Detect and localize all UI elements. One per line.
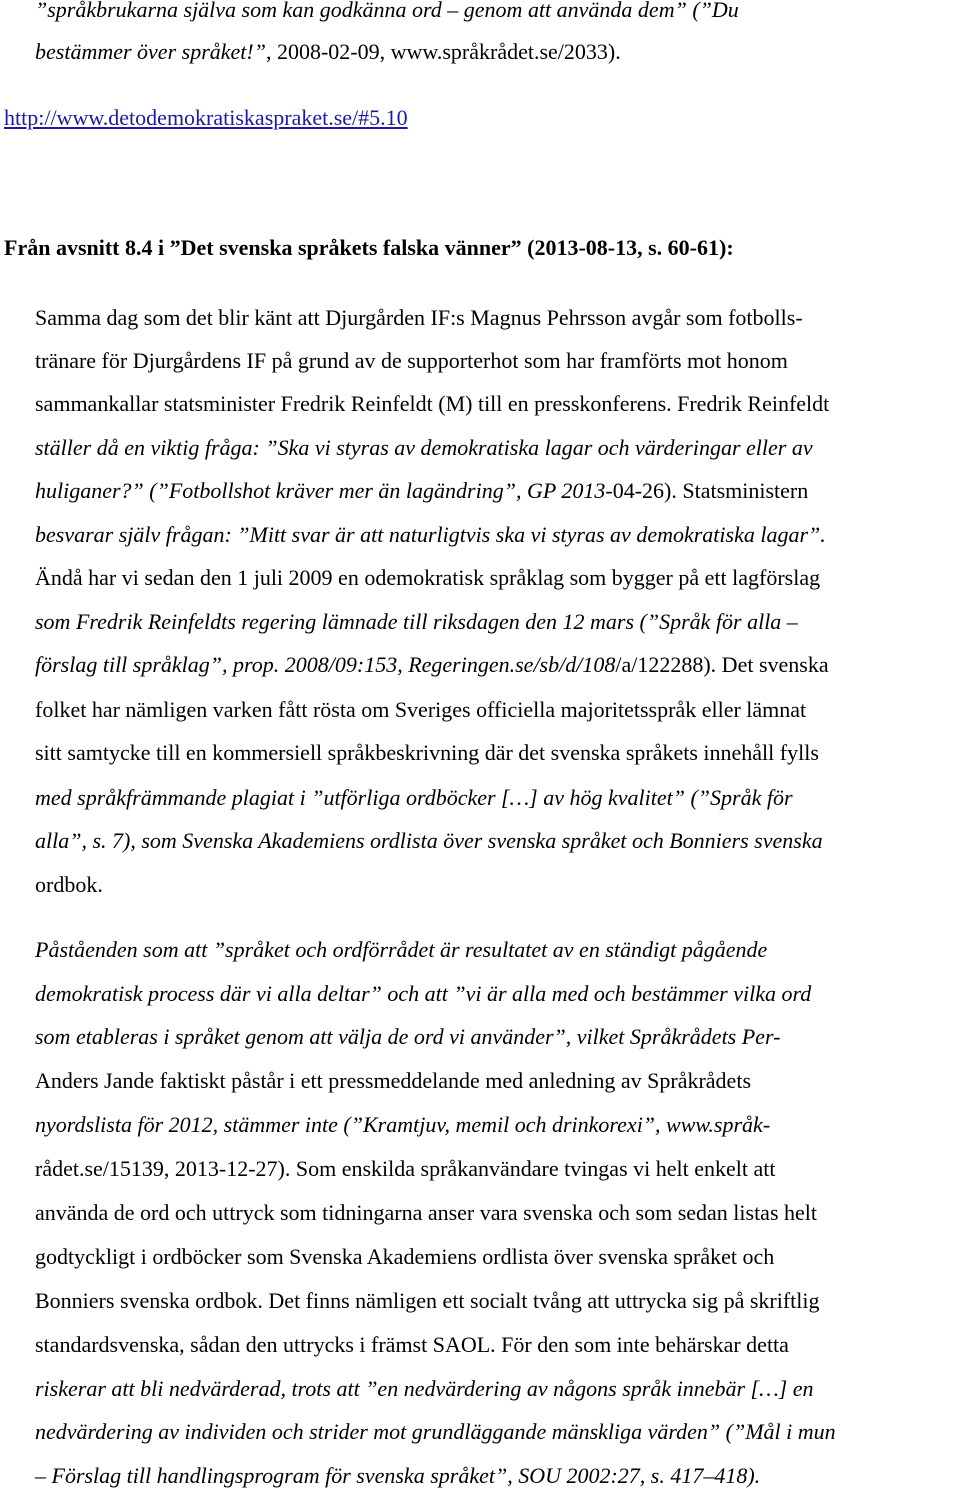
para1-line: ställer då en viktig fråga: ”Ska vi styras av demokratiska lagar och värderingar eller av: [35, 435, 813, 460]
fragment-line-2-rest: , 2008-02-09, www.språkrådet.se/2033).: [265, 39, 621, 64]
fragment-line-2-italic: bestämmer över språket!”: [35, 39, 266, 64]
para2-line: som etableras i språket genom att välja de ord vi använder”, vilket Språkrådets Per-: [35, 1024, 781, 1049]
para2-line: rådet.se/15139, 2013-12-27). Som enskilda språkanvändare tvingas vi helt enkelt att: [35, 1156, 776, 1181]
para2-line: demokratisk process där vi alla deltar” och att ”vi är alla med och bestämmer vilka ord: [35, 981, 812, 1006]
para1-line: alla”, s. 7), som Svenska Akademiens ordlista över svenska språket och Bonniers svenska: [35, 828, 823, 853]
para1-line: som Fredrik Reinfeldts regering lämnade till riksdagen den 12 mars (”Språk för alla –: [35, 609, 798, 634]
source-link-line: [4, 104, 956, 132]
para1-line: med språkfrämmande plagiat i ”utförliga ordböcker […] av hög kvalitet” (”Språk för: [35, 785, 793, 810]
para2-line: nedvärdering av individen och strider mot grundläggande mänskliga värden” (”Mål i mun: [35, 1419, 836, 1444]
para2-line: Bonniers svenska ordbok. Det finns nämligen ett socialt tvång att uttrycka sig på skriftlig: [35, 1288, 820, 1313]
para1-line-rest: -04-26). Statsministern: [605, 478, 809, 503]
source-link[interactable]: http://www.detodemokratiskaspraket.se/#5.10: [4, 105, 408, 130]
para1-line: ordbok.: [35, 872, 103, 897]
para1-line: besvarar själv frågan: ”Mitt svar är att naturligtvis ska vi styras av demokratiska lagar”.: [35, 522, 826, 547]
para2-line: nyordslista för 2012, stämmer inte (”Kramtjuv, memil och drinkorexi”, www.språk-: [35, 1112, 771, 1137]
para1-line: sammankallar statsminister Fredrik Reinfeldt (M) till en presskonferens. Fredrik Reinfeldt: [35, 391, 830, 416]
para1-line: sitt samtycke till en kommersiell språkbeskrivning där det svenska språkets innehåll fylls: [35, 740, 819, 765]
para2-line: – Förslag till handlingsprogram för svenska språket”, SOU 2002:27, s. 417–418).: [35, 1463, 761, 1488]
para1-line-rest: /a/122288). Det svenska: [615, 652, 829, 677]
para1-line: [35, 651, 956, 679]
para2-line: Påståenden som att ”språket och ordförrådet är resultatet av en ständigt pågående: [35, 937, 768, 962]
fragment-line-2: [35, 38, 956, 66]
para1-line: Samma dag som det blir känt att Djurgården IF:s Magnus Pehrsson avgår som fotbolls-: [35, 305, 803, 330]
fragment-line-1: ”språkbrukarna själva som kan godkänna ord – genom att använda dem” (”Du: [35, 0, 739, 22]
para1-line: folket har nämligen varken fått rösta om Sveriges officiella majoritetsspråk eller lämnat: [35, 697, 807, 722]
para1-line: Ändå har vi sedan den 1 juli 2009 en odemokratisk språklag som bygger på ett lagförslag: [35, 565, 821, 590]
para1-line: tränare för Djurgårdens IF på grund av de supporterhot som har framförts mot honom: [35, 348, 788, 373]
para1-line-italic: förslag till språklag”, prop. 2008/09:153, Regeringen.se/sb/d/108: [35, 652, 616, 677]
para2-line: Anders Jande faktiskt påstår i ett pressmeddelande med anledning av Språkrådets: [35, 1068, 751, 1093]
para1-line-italic: huliganer?” (”Fotbollshot kräver mer än lagändring”, GP 2013: [35, 478, 606, 503]
para2-line: riskerar att bli nedvärderad, trots att ”en nedvärdering av någons språk innebär […] en: [35, 1376, 814, 1401]
para2-line: standardsvenska, sådan den uttrycks i främst SAOL. För den som inte behärskar detta: [35, 1332, 789, 1357]
para2-line: godtyckligt i ordböcker som Svenska Akademiens ordlista över svenska språket och: [35, 1244, 775, 1269]
para1-line: [35, 477, 956, 505]
para2-line: använda de ord och uttryck som tidningarna anser vara svenska och som sedan listas helt: [35, 1200, 817, 1225]
section-heading: Från avsnitt 8.4 i ”Det svenska språkets falska vänner” (2013-08-13, s. 60-61):: [4, 235, 734, 260]
